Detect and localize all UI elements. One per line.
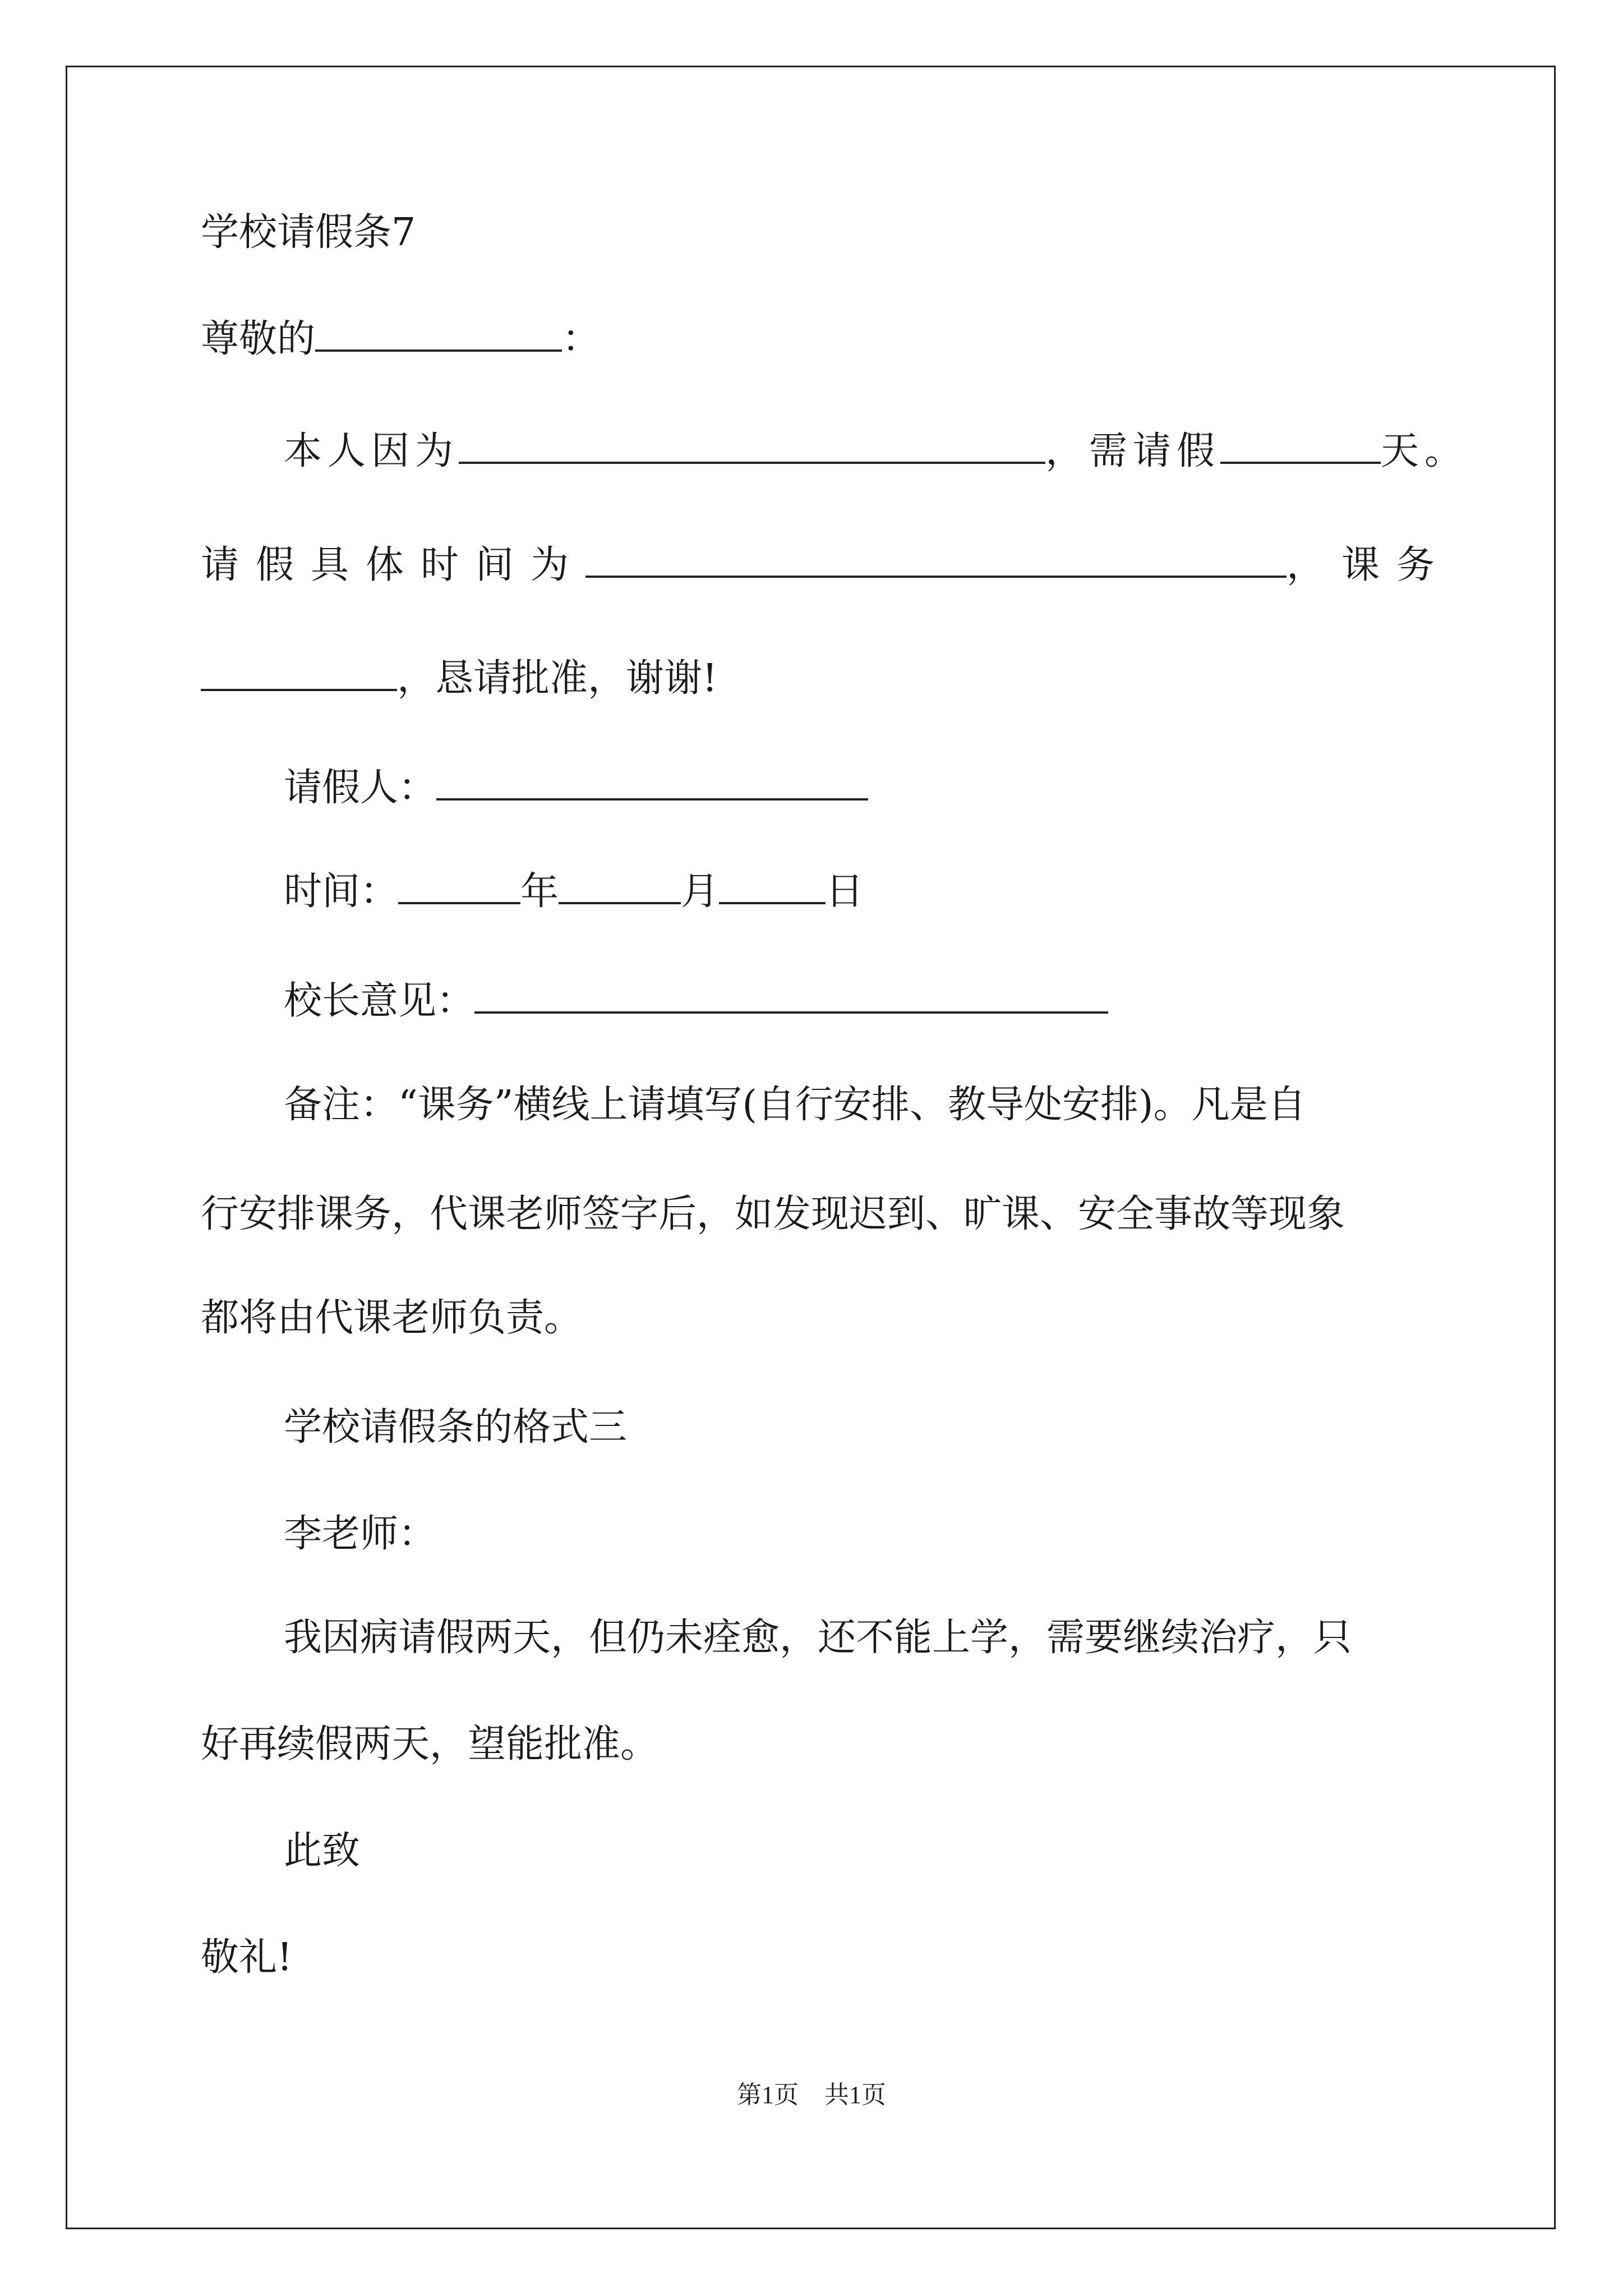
note-line-1: 备注：“课务”横线上请填写(自行安排、教导处安排)。凡是自: [284, 1083, 1306, 1127]
document-title: 学校请假条7: [201, 210, 416, 255]
closing-line-1: 此致: [284, 1829, 361, 1873]
month-blank[interactable]: [559, 864, 681, 904]
principal-opinion-blank[interactable]: [474, 973, 1108, 1014]
day-blank[interactable]: [719, 864, 826, 904]
principal-opinion-line: [284, 973, 1108, 1029]
reason-label: 本人因为: [284, 429, 459, 473]
reason-line: [284, 424, 1468, 480]
days-label: ，需请假: [1045, 429, 1221, 473]
day-unit: 日: [826, 869, 864, 914]
salutation-prefix: 尊敬的: [201, 317, 316, 361]
note-line-2: 行安排课务，代课老师签字后，如发现迟到、旷课、安全事故等现象: [201, 1192, 1345, 1236]
letter-salutation: 李老师：: [284, 1512, 437, 1556]
closing-line-2: 敬礼!: [201, 1935, 293, 1980]
page-total: 共1页: [824, 2081, 886, 2109]
request-approval-text: ，恳请批准，谢谢!: [397, 656, 718, 701]
principal-opinion-label: 校长意见：: [284, 979, 475, 1023]
period-blank[interactable]: [585, 537, 1287, 578]
period-label: 请假具体时间为: [201, 543, 586, 587]
letter-body-line-1: 我因病请假两天，但仍未痊愈，还不能上学，需要继续治疗，只: [284, 1616, 1352, 1660]
salutation-suffix: ：: [562, 317, 601, 361]
applicant-blank[interactable]: [436, 760, 868, 800]
applicant-label: 请假人：: [284, 766, 437, 810]
coursework-blank[interactable]: [201, 651, 397, 691]
applicant-line: [284, 760, 868, 816]
section-heading: 学校请假条的格式三: [284, 1405, 628, 1450]
period-line: [201, 537, 1451, 593]
letter-body-line-2: 好再续假两天，望能批准。: [201, 1722, 659, 1766]
note-line-3: 都将由代课老师负责。: [201, 1296, 583, 1340]
date-line: [284, 864, 864, 920]
days-unit: 天。: [1381, 429, 1469, 473]
page-number: 第1页: [737, 2081, 799, 2109]
page-border: [66, 66, 1556, 2229]
days-blank[interactable]: [1220, 424, 1381, 464]
month-unit: 月: [681, 869, 720, 914]
coursework-label: ，课务: [1287, 543, 1452, 587]
date-label: 时间：: [284, 869, 399, 914]
year-unit: 年: [520, 869, 559, 914]
page-footer: [0, 2078, 1623, 2112]
salutation-line: [201, 311, 600, 367]
recipient-blank[interactable]: [315, 311, 562, 352]
coursework-line: [201, 651, 717, 707]
year-blank[interactable]: [398, 864, 520, 904]
reason-blank[interactable]: [459, 424, 1045, 464]
